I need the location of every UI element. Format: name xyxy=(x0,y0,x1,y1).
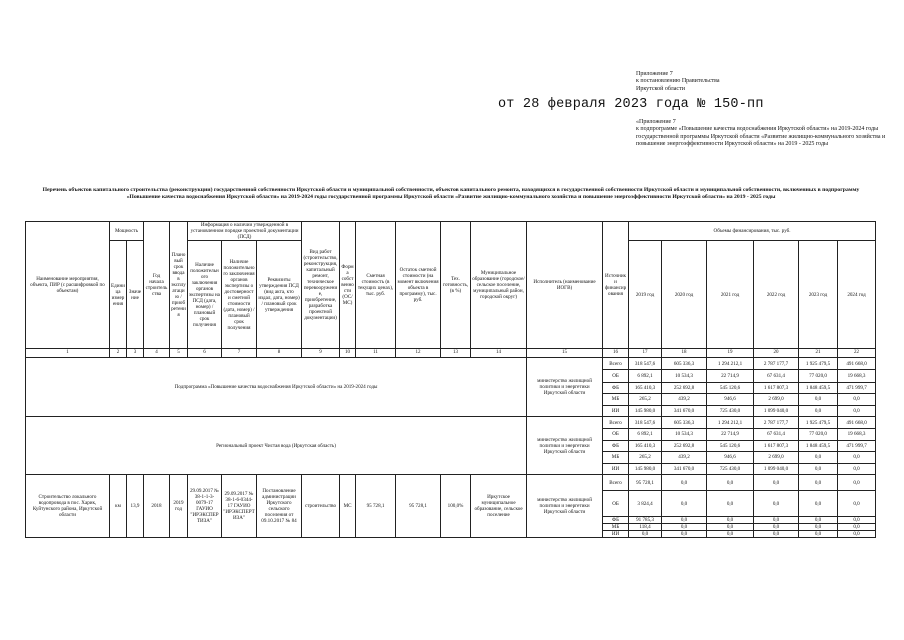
funding-cell: 545 120,6 xyxy=(707,382,754,394)
funding-cell: 1 294 212,1 xyxy=(707,358,754,370)
funding-cell: 67 631,4 xyxy=(754,370,799,382)
column-number: 15 xyxy=(527,349,603,358)
funding-cell: 0,0 xyxy=(707,524,754,531)
funding-cell: 1 294 212,1 xyxy=(707,417,754,429)
funding-cell: 946,6 xyxy=(707,452,754,464)
subprogram-executor: министерство жилищной политики и энергетики Иркутской области xyxy=(527,358,603,417)
source-label: Всего xyxy=(603,358,629,370)
funding-cell: 0,0 xyxy=(754,475,799,491)
funding-cell: 265,2 xyxy=(629,394,662,406)
funding-cell: 0,0 xyxy=(662,517,707,524)
funding-cell: 0,0 xyxy=(838,491,876,517)
header-municipality: Муниципальное образование (городское/сельское поселение, муниципальный район, городской округ) xyxy=(471,222,527,349)
funding-cell: 22 714,9 xyxy=(707,428,754,440)
column-number: 12 xyxy=(396,349,441,358)
regional-title: Региональный проект Чистая вода (Иркутская область) xyxy=(26,417,527,475)
column-number: 21 xyxy=(799,349,838,358)
funding-cell: 318 547,6 xyxy=(629,417,662,429)
header-psd-info: Информация о наличии утвержденной в установленном порядке проектной документации (ПСД) xyxy=(188,222,302,241)
funding-cell: 77 020,0 xyxy=(799,428,838,440)
regional-row xyxy=(26,417,876,429)
project-readiness: 100,0% xyxy=(441,475,471,538)
funding-cell: 0,0 xyxy=(799,394,838,406)
funding-cell: 0,0 xyxy=(754,517,799,524)
project-municipality: Иркутское муниципальное образование, сельское поселение xyxy=(471,475,527,538)
funding-cell: 165 410,3 xyxy=(629,440,662,452)
column-number: 6 xyxy=(188,349,222,358)
funding-cell: 725 430,0 xyxy=(707,405,754,417)
project-remaining: 95 728,1 xyxy=(396,475,441,538)
funding-cell: 0,0 xyxy=(838,517,876,524)
funding-cell: 265,2 xyxy=(629,452,662,464)
source-label: ОБ xyxy=(603,370,629,382)
column-number: 20 xyxy=(754,349,799,358)
funding-cell: 0,0 xyxy=(799,452,838,464)
funding-cell: 471 999,7 xyxy=(838,382,876,394)
column-number: 5 xyxy=(170,349,188,358)
funding-cell: 341 670,0 xyxy=(662,405,707,417)
column-number: 18 xyxy=(662,349,707,358)
funding-cell: 0,0 xyxy=(799,463,838,475)
source-label: ФБ xyxy=(603,382,629,394)
column-number: 11 xyxy=(356,349,396,358)
column-number: 7 xyxy=(222,349,257,358)
project-psd-cost: 29.09.2017 № 38-1-6-0344-17 ГАУИО "ИРЭКСПЕРТИЗА" xyxy=(222,475,257,538)
funding-cell: 0,0 xyxy=(707,517,754,524)
attachment-subheader xyxy=(636,119,898,148)
funding-cell: 118,4 xyxy=(629,524,662,531)
column-number: 14 xyxy=(471,349,527,358)
source-label: ИИ xyxy=(603,405,629,417)
funding-cell: 0,0 xyxy=(838,394,876,406)
funding-cell: 725 430,0 xyxy=(707,463,754,475)
source-label: ФБ xyxy=(603,440,629,452)
header-value: Значение xyxy=(127,241,144,349)
source-label: Всего xyxy=(603,417,629,429)
funding-cell: 946,6 xyxy=(707,394,754,406)
header-psd-cost: Наличие положительного заключения органов экспертизы о достоверности сметной стоимости (дата, номер) / плановый срок получения xyxy=(222,241,257,349)
funding-cell: 439,2 xyxy=(662,452,707,464)
funding-cell: 0,0 xyxy=(662,531,707,538)
funding-cell: 605 336,3 xyxy=(662,417,707,429)
source-label: МБ xyxy=(603,394,629,406)
project-psd-approve: Постановление администрации Иркутского сельского поселения от 09.10.2017 № 84 xyxy=(257,475,302,538)
project-ownership: МС xyxy=(340,475,356,538)
funding-cell: 1 099 040,0 xyxy=(754,463,799,475)
funding-cell: 0,0 xyxy=(662,491,707,517)
header-year-2023: 2023 год xyxy=(799,241,838,349)
funding-cell: 605 336,3 xyxy=(662,358,707,370)
column-number: 13 xyxy=(441,349,471,358)
funding-cell: 252 692,8 xyxy=(662,382,707,394)
source-label: ИИ xyxy=(603,531,629,538)
funding-cell: 0,0 xyxy=(707,531,754,538)
funding-cell: 0,0 xyxy=(799,531,838,538)
funding-cell: 0,0 xyxy=(799,475,838,491)
source-label: Всего xyxy=(603,475,629,491)
funding-cell: 19 668,3 xyxy=(838,428,876,440)
objects-table xyxy=(25,221,876,538)
column-number-row xyxy=(26,349,876,358)
funding-cell: 0,0 xyxy=(799,524,838,531)
funding-cell: 0,0 xyxy=(838,452,876,464)
funding-cell: 19 668,3 xyxy=(838,370,876,382)
funding-cell: 0,0 xyxy=(799,405,838,417)
funding-cell: 95 728,1 xyxy=(629,475,662,491)
header-psd-approve: Реквизиты утверждения ПСД (вид акта, кто издал, дата, номер) / плановый срок утверждения xyxy=(257,241,302,349)
funding-cell: 491 668,0 xyxy=(838,358,876,370)
project-executor: министерство жилищной политики и энергетики Иркутской области xyxy=(527,475,603,538)
header-funding: Объемы финансирования, тыс. руб. xyxy=(629,222,876,241)
funding-cell: 91 785,3 xyxy=(629,517,662,524)
header-unit: Единица измерения xyxy=(110,241,127,349)
funding-cell: 471 999,7 xyxy=(838,440,876,452)
subprogram-title: Подпрограмма «Повышение качества водоснабжения Иркутской области» на 2019-2024 годы xyxy=(26,358,527,417)
project-psd-exam: 29.09.2017 № 38-1-1-3-0079-17 ГАУИО "ИРЭКСПЕРТИЗА" xyxy=(188,475,222,538)
funding-cell: 10 534,3 xyxy=(662,370,707,382)
header-row xyxy=(26,222,876,241)
funding-cell: 2 699,0 xyxy=(754,452,799,464)
attachment-line: «Приложение 7 xyxy=(636,119,676,125)
attachment-header xyxy=(636,71,720,93)
column-number: 10 xyxy=(340,349,356,358)
funding-cell: 252 692,8 xyxy=(662,440,707,452)
attachment-line: к подпрограмме «Повышение качества водоснабжения Иркутской области» на 2019-2024 годы государственной программы Иркутской области «Развитие жилищно-коммунального хозяйства и повышение энергоэффективности Иркутской области» на 2019 - 2025 годы xyxy=(636,126,886,147)
funding-cell: 0,0 xyxy=(754,491,799,517)
header-name: Наименование мероприятия, объекта, ПИР (с расшифровкой по объектам) xyxy=(26,222,110,349)
funding-cell: 439,2 xyxy=(662,394,707,406)
project-year-start: 2018 xyxy=(144,475,170,538)
funding-cell: 2 699,0 xyxy=(754,394,799,406)
funding-cell: 1 925 479,5 xyxy=(799,417,838,429)
funding-cell: 0,0 xyxy=(754,524,799,531)
project-work-type: строительство xyxy=(302,475,340,538)
funding-cell: 3 824,4 xyxy=(629,491,662,517)
regional-executor: министерство жилищной политики и энергетики Иркутской области xyxy=(527,417,603,475)
funding-cell: 0,0 xyxy=(754,531,799,538)
funding-cell: 1 099 040,0 xyxy=(754,405,799,417)
project-est-cost: 95 728,1 xyxy=(356,475,396,538)
column-number: 22 xyxy=(838,349,876,358)
funding-cell: 1 617 807,3 xyxy=(754,382,799,394)
funding-cell: 0,0 xyxy=(662,475,707,491)
funding-cell: 1 848 459,5 xyxy=(799,382,838,394)
header-year-2020: 2020 год xyxy=(662,241,707,349)
funding-cell: 1 848 459,5 xyxy=(799,440,838,452)
funding-cell: 6 892,1 xyxy=(629,428,662,440)
subprogram-row xyxy=(26,358,876,370)
document-title: Перечень объектов капитального строительства (реконструкции) государственной собственности Иркутской области и муниципальной собственности, объектов капитального ремонта, находящихся в государственной собственности Иркутской области и муниципальной собственности, включенных в подпрограмму «Повышение качества водоснабжения Иркутской области» на 2019-2024 годы государственной программы Иркутской области «Развитие жилищно-коммунального хозяйства и повышение энергоэффективности Иркутской области» на 2019 - 2025 годы xyxy=(42,187,860,200)
funding-cell: 10 534,3 xyxy=(662,428,707,440)
header-year-2022: 2022 год xyxy=(754,241,799,349)
source-label: МБ xyxy=(603,452,629,464)
funding-cell: 2 787 177,7 xyxy=(754,358,799,370)
header-capacity: Мощность xyxy=(110,222,144,241)
column-number: 8 xyxy=(257,349,302,358)
header-year-2024: 2024 год xyxy=(838,241,876,349)
funding-cell: 318 547,6 xyxy=(629,358,662,370)
funding-cell: 1 925 479,5 xyxy=(799,358,838,370)
header-remaining: Остаток сметной стоимости (на момент включения объекта в программу), тыс. руб. xyxy=(396,222,441,349)
project-name: Строительство локального водопровода в пос. Харик, Куйтунского района, Иркутской области xyxy=(26,475,110,538)
funding-cell: 6 892,1 xyxy=(629,370,662,382)
funding-cell: 545 120,6 xyxy=(707,440,754,452)
attachment-line: Приложение 7 xyxy=(636,71,673,77)
header-est-cost: Сметная стоимость (в текущих ценах), тыс. руб. xyxy=(356,222,396,349)
funding-cell: 22 714,9 xyxy=(707,370,754,382)
attachment-line: Иркутской области xyxy=(636,85,685,92)
column-number: 3 xyxy=(127,349,144,358)
project-planned-year: 2019 год xyxy=(170,475,188,538)
funding-cell: 1 617 807,3 xyxy=(754,440,799,452)
header-sources: Источники финансирования xyxy=(603,222,629,349)
decree-line: от 28 февраля 2023 года № 150-пп xyxy=(498,97,764,112)
source-label: ОБ xyxy=(603,428,629,440)
funding-cell: 0,0 xyxy=(629,531,662,538)
source-label: ИИ xyxy=(603,463,629,475)
project-unit: км xyxy=(110,475,127,538)
column-number: 4 xyxy=(144,349,170,358)
funding-cell: 0,0 xyxy=(838,531,876,538)
funding-cell: 0,0 xyxy=(838,405,876,417)
header-year-start: Год начала строительства xyxy=(144,222,170,349)
header-executor: Исполнитель (наименование ИОГВ) xyxy=(527,222,603,349)
header-planned-year: Плановый срок ввода в эксплуатацию / приобретения xyxy=(170,222,188,349)
funding-cell: 77 020,0 xyxy=(799,370,838,382)
header-ownership: Форма собственности (ОС/МС) xyxy=(340,222,356,349)
header-psd-exam: Наличие положительного заключения органов экспертизы на ПСД (дата, номер) / плановый срок получения xyxy=(188,241,222,349)
source-label: ОБ xyxy=(603,491,629,517)
funding-cell: 2 787 177,7 xyxy=(754,417,799,429)
funding-cell: 0,0 xyxy=(799,491,838,517)
column-number: 19 xyxy=(707,349,754,358)
column-number: 16 xyxy=(603,349,629,358)
funding-cell: 0,0 xyxy=(707,475,754,491)
funding-cell: 165 410,3 xyxy=(629,382,662,394)
source-label: МБ xyxy=(603,524,629,531)
column-number: 17 xyxy=(629,349,662,358)
header-work-type: Вид работ (строительство, реконструкция, капитальный ремонт, техническое перевооружение, приобретение, разработка проектной документации) xyxy=(302,222,340,349)
funding-cell: 341 670,0 xyxy=(662,463,707,475)
funding-cell: 0,0 xyxy=(799,517,838,524)
funding-cell: 0,0 xyxy=(838,524,876,531)
source-label: ФБ xyxy=(603,517,629,524)
funding-cell: 0,0 xyxy=(662,524,707,531)
funding-cell: 145 980,0 xyxy=(629,405,662,417)
project-value: 13,9 xyxy=(127,475,144,538)
project-row xyxy=(26,475,876,491)
column-number: 2 xyxy=(110,349,127,358)
funding-cell: 67 631,4 xyxy=(754,428,799,440)
column-number: 1 xyxy=(26,349,110,358)
funding-cell: 491 668,0 xyxy=(838,417,876,429)
funding-cell: 0,0 xyxy=(838,475,876,491)
header-readiness: Тех. готовность, (в %) xyxy=(441,222,471,349)
funding-cell: 145 980,0 xyxy=(629,463,662,475)
funding-cell: 0,0 xyxy=(707,491,754,517)
header-year-2021: 2021 год xyxy=(707,241,754,349)
funding-cell: 0,0 xyxy=(838,463,876,475)
column-number: 9 xyxy=(302,349,340,358)
header-year-2019: 2019 год xyxy=(629,241,662,349)
attachment-line: к постановлению Правительства xyxy=(636,78,720,85)
